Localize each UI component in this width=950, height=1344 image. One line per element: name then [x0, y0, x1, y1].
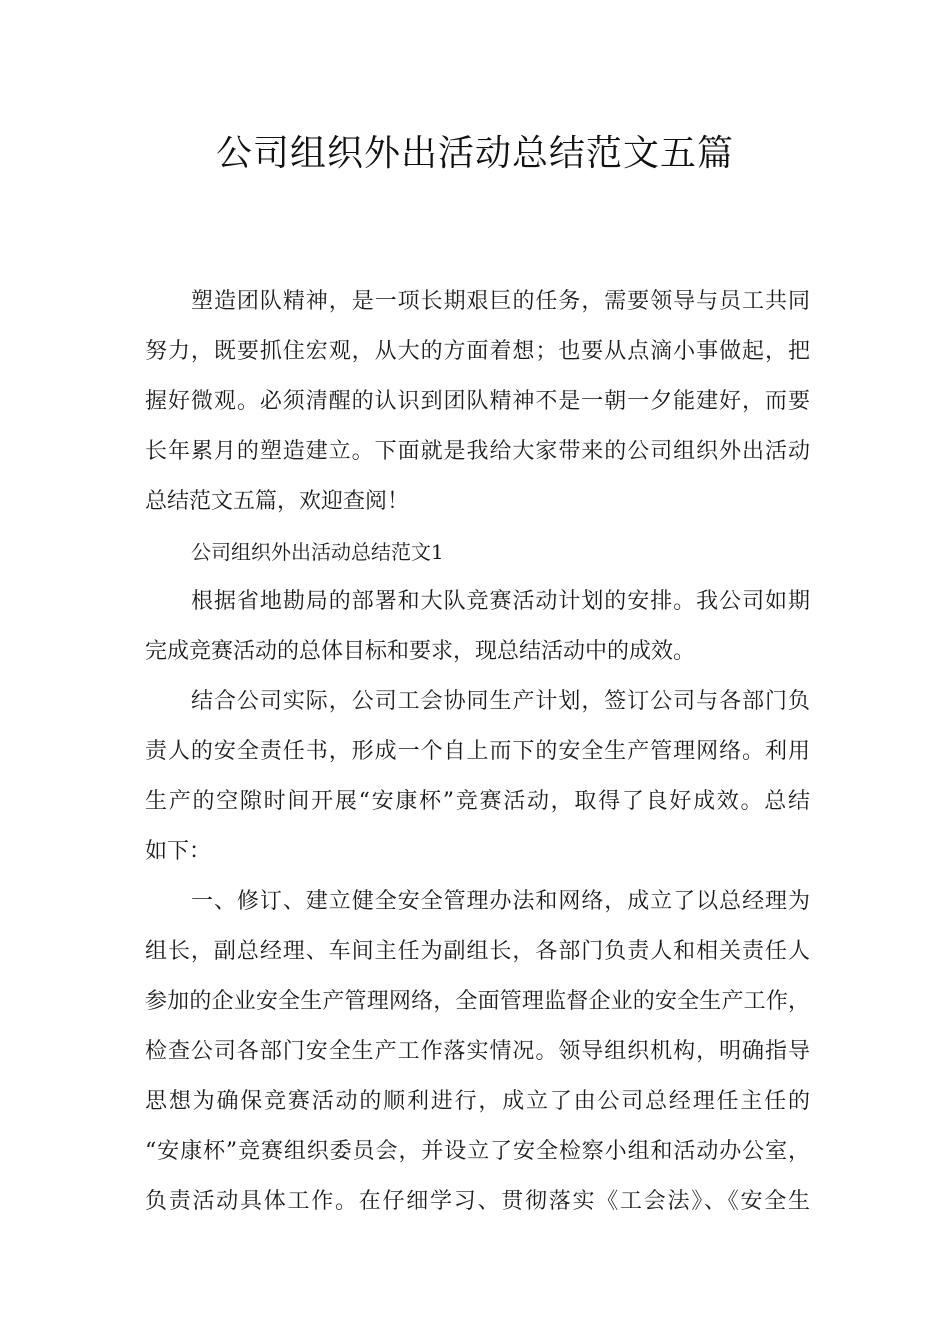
text-line: 总结范文五篇，欢迎查阅！: [145, 489, 410, 514]
text-line: 公司组织外出活动总结范文1: [191, 540, 444, 564]
document-title: 公司组织外出活动总结范文五篇: [215, 133, 734, 174]
text-line: 组长，副总经理、车间主任为副组长，各部门负责人和相关责任人: [145, 939, 810, 964]
text-line: 完成竞赛活动的总体目标和要求，现总结活动中的成效。: [145, 639, 696, 664]
text-line: 握好微观。必须清醒的认识到团队精神不是一朝一夕能建好，而要: [145, 389, 810, 414]
document-body: [145, 277, 810, 1227]
text-line: 责人的安全责任书，形成一个自上而下的安全生产管理网络。利用: [145, 739, 810, 764]
text-line: 生产的空隙时间开展“安康杯”竞赛活动，取得了良好成效。总结: [145, 789, 810, 814]
text-line: “安康杯”竞赛组织委员会，并设立了安全检察小组和活动办公室，: [145, 1139, 810, 1164]
text-line: 根据省地勘局的部署和大队竞赛活动计划的安排。我公司如期: [191, 589, 810, 614]
text-line: 塑造团队精神，是一项长期艰巨的任务，需要领导与员工共同: [191, 289, 810, 314]
text-line: 结合公司实际，公司工会协同生产计划，签订公司与各部门负: [191, 689, 810, 714]
text-line: 如下：: [145, 839, 212, 864]
text-line: 一、修订、建立健全安全管理办法和网络，成立了以总经理为: [191, 889, 810, 914]
text-line: 检查公司各部门安全生产工作落实情况。领导组织机构，明确指导: [145, 1039, 810, 1064]
text-line: 负责活动具体工作。在仔细学习、贯彻落实《工会法》、《安全生: [145, 1189, 810, 1214]
text-line: 参加的企业安全生产管理网络，全面管理监督企业的安全生产工作，: [145, 989, 810, 1014]
text-line: 长年累月的塑造建立。下面就是我给大家带来的公司组织外出活动: [145, 439, 810, 464]
text-line: 努力，既要抓住宏观，从大的方面着想；也要从点滴小事做起，把: [145, 339, 810, 364]
text-line: 思想为确保竞赛活动的顺利进行，成立了由公司总经理任主任的: [145, 1089, 810, 1114]
